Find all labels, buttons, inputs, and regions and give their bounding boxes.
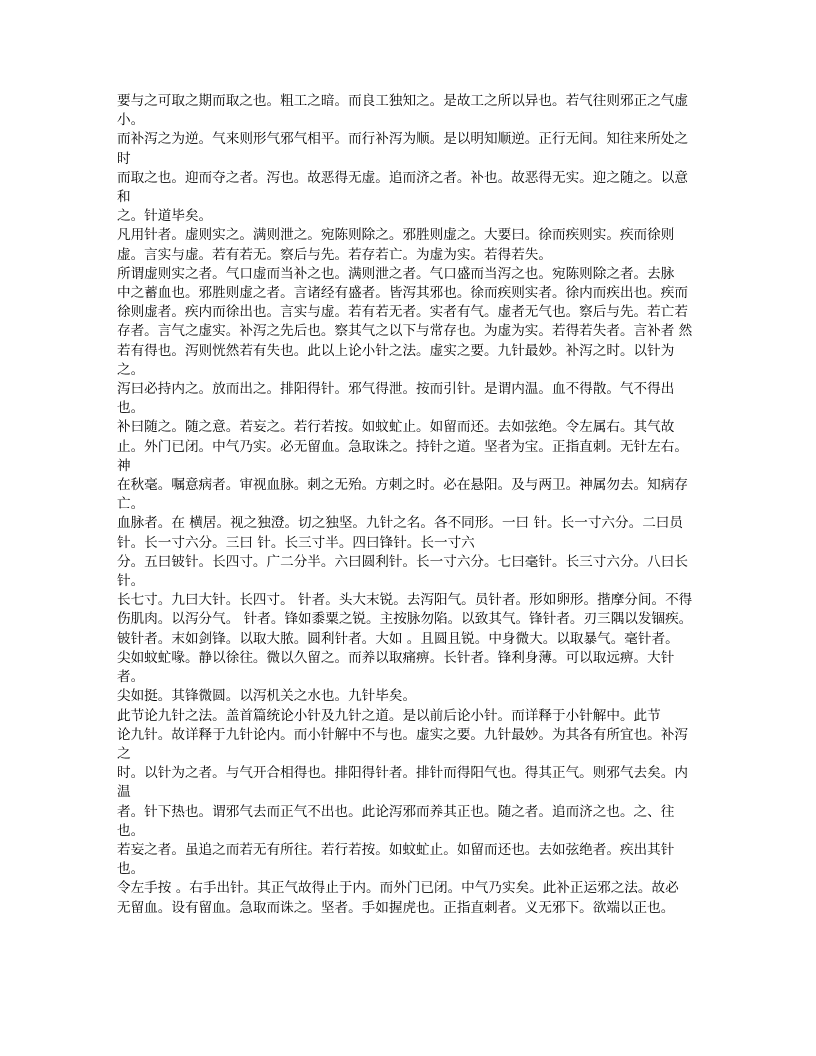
text-line: 血脉者。在 横居。视之独澄。切之独坚。九针之名。各不同形。一曰 针。长一寸六分。二曰员 [117, 515, 683, 532]
text-line: 之。针道毕矣。 [117, 208, 213, 225]
text-line: 存者。言气之虚实。补泻之先后也。察其气之以下与常存也。为虚为实。若得若失者。言补者 然 [117, 323, 693, 340]
text-line: 论九针。故详释于九针论内。而小针解中不与也。虚实之要。九针最妙。为其各有所宜也。补泻之 [117, 726, 688, 762]
text-line: 虚。言实与虚。若有若无。察后与先。若存若亡。为虚为实。若得若失。 [117, 246, 552, 263]
text-line: 时。以针为之者。与气开合相得也。排阳得针者。排针而得阳气也。得其正气。则邪气去矣。内温 [117, 765, 688, 801]
text-line: 无留血。设有留血。急取而诛之。坚者。手如握虎也。正指直刺者。义无邪下。欲端以正也。 [117, 899, 675, 916]
document-page [117, 92, 701, 918]
text-line: 令左手按 。右手出针。其正气故得止于内。而外门已闭。中气乃实矣。此补正运邪之法。故必 [117, 880, 679, 897]
text-line: 中之蓄血也。邪胜则虚之者。言诸经有盛者。皆泻其邪也。徐而疾则实者。徐内而疾出也。疾而 [117, 285, 688, 302]
text-line: 者。针下热也。谓邪气去而正气不出也。此论泻邪而养其正也。随之者。追而济之也。之、往也。 [117, 803, 675, 839]
text-line: 伤肌肉。以泻分气。 针者。锋如黍粟之锐。主按脉勿陷。以致其气。锋针者。刃三隅以发锢疾。 [117, 611, 693, 628]
text-line: 针。长一寸六分。三曰 针。长三寸半。四曰锋针。长一寸六 [117, 534, 475, 551]
text-line: 此节论九针之法。盖首篇统论小针及九针之道。是以前后论小针。而详释于小针解中。此节 [117, 707, 661, 724]
text-line: 止。外门已闭。中气乃实。必无留血。急取诛之。持针之道。坚者为宝。正指直刺。无针左右。神 [117, 438, 688, 474]
text-line: 尖如挺。其锋微圆。以泻机关之水也。九针毕矣。 [117, 688, 417, 705]
text-line: 尖如蚊虻喙。静以徐往。微以久留之。而养以取痛痹。长针者。锋利身薄。可以取远痹。大针者。 [117, 649, 675, 686]
text-line: 而补泻之为逆。气来则形气邪气相平。而行补泻为顺。是以明知顺逆。正行无间。知往来所处之时 [117, 131, 688, 167]
text-line: 徐则虚者。疾内而徐出也。言实与虚。若有若无者。实者有气。虚者无气也。察后与先。若亡若 [117, 304, 688, 321]
text-line: 凡用针者。虚则实之。满则泄之。宛陈则除之。邪胜则虚之。大要曰。徐而疾则实。疾而徐则 [117, 227, 675, 244]
text-line: 分。五曰铍针。长四寸。广二分半。六曰圆利针。长一寸六分。七曰毫针。长三寸六分。八曰长针。 [117, 553, 688, 590]
body-text [117, 92, 701, 918]
text-line: 若妄之者。虽追之而若无有所往。若行若按。如蚊虻止。如留而还也。去如弦绝者。疾出其针也。 [117, 841, 675, 878]
text-line: 而取之也。迎而夺之者。泻也。故恶得无虚。追而济之者。补也。故恶得无实。迎之随之。以意和 [117, 169, 688, 206]
text-line: 补曰随之。随之意。若妄之。若行若按。如蚊虻止。如留而还。去如弦绝。令左属右。其气故 [117, 419, 675, 436]
text-line: 铍针者。末如剑锋。以取大脓。圆利针者。大如 。且圆且锐。中身微大。以取暴气。毫针者。 [117, 630, 679, 647]
text-line: 在秋毫。嘱意病者。审视血脉。刺之无殆。方刺之时。必在悬阳。及与两卫。神属勿去。知病存亡。 [117, 477, 688, 513]
text-line: 要与之可取之期而取之也。粗工之暗。而良工独知之。是故工之所以异也。若气往则邪正之气虚小。 [117, 93, 688, 129]
text-line: 长七寸。九曰大针。长四寸。 针者。头大末锐。去泻阳气。员针者。形如卵形。揩摩分间。不得 [117, 592, 693, 609]
text-line: 泻曰必持内之。放而出之。排阳得针。邪气得泄。按而引针。是谓内温。血不得散。气不得出也。 [117, 381, 675, 417]
text-line: 若有得也。泻则恍然若有失也。此以上论小针之法。虚实之要。九针最妙。补泻之时。以针为之。 [117, 342, 675, 378]
text-line: 所谓虚则实之者。气口虚而当补之也。满则泄之者。气口盛而当泻之也。宛陈则除之者。去脉 [117, 265, 675, 282]
